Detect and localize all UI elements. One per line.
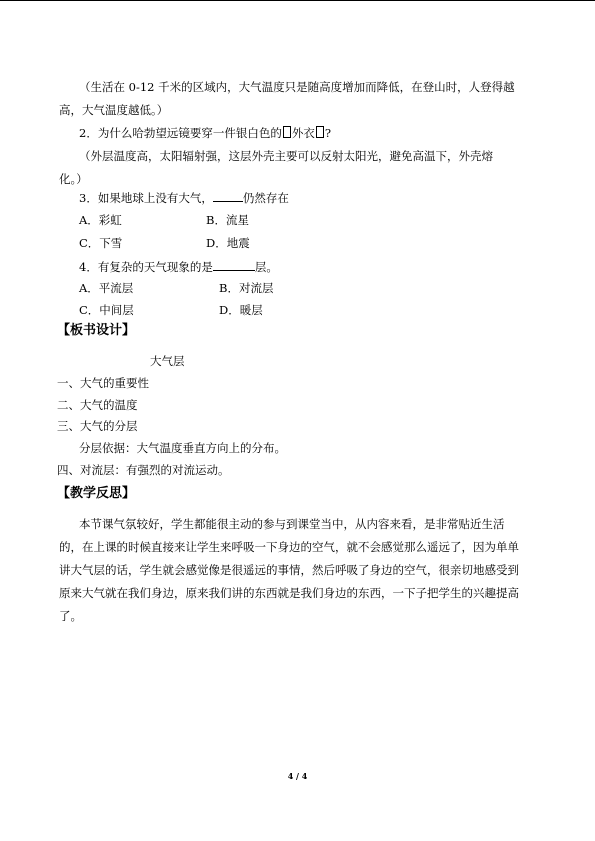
question-3 <box>79 190 289 205</box>
reflection-line-5: 了。 <box>59 609 82 623</box>
header-rule <box>0 0 595 1</box>
board-design-heading: 【板书设计】 <box>57 323 136 338</box>
q3-option-a: A．彩虹 <box>79 213 122 227</box>
board-title: 大气层 <box>150 354 185 368</box>
board-item-4: 四、对流层：有强烈的对流运动。 <box>57 463 230 477</box>
answer-1-line-1: （生活在 0-12 千米的区域内，大气温度只是随高度增加而降低，在登山时，人登得越 <box>79 80 515 94</box>
reflection-line-4: 原来大气就在我们身边，原来我们讲的东西就是我们身边的东西，一下子把学生的兴趣提高 <box>59 586 519 600</box>
board-item-1: 一、大气的重要性 <box>57 376 149 390</box>
question-3-text-post: 仍然存在 <box>242 191 289 205</box>
board-item-2: 二、大气的温度 <box>57 398 138 412</box>
q4-option-c: C．中间层 <box>79 303 134 317</box>
q3-option-d: D．地震 <box>206 236 250 250</box>
answer-2-line-1: （外层温度高，太阳辐射强，这层外壳主要可以反射太阳光，避免高温下，外壳熔 <box>79 149 493 163</box>
question-4 <box>79 259 278 274</box>
question-2-text-mid: 外衣 <box>291 126 315 140</box>
answer-1-line-2: 高，大气温度越低。） <box>59 103 169 117</box>
q4-option-b: B．对流层 <box>219 281 274 295</box>
question-2-text-post: ? <box>324 126 331 140</box>
reflection-line-3: 讲大气层的话，学生就会感觉像是很遥远的事情，然后呼吸了身边的空气，很亲切地感受到 <box>59 563 519 577</box>
question-2-text-pre: 2．为什么哈勃望远镜要穿一件银白色的 <box>79 126 282 140</box>
question-4-text-pre: 4．有复杂的天气现象的是 <box>79 260 213 274</box>
reflection-line-1: 本节课气氛较好，学生都能很主动的参与到课堂当中，从内容来看，是非常贴近生活 <box>79 517 505 531</box>
board-item-3: 三、大气的分层 <box>57 419 138 433</box>
question-4-text-post: 层。 <box>254 260 278 274</box>
missing-glyph-box <box>283 126 291 138</box>
fill-blank <box>213 190 243 202</box>
missing-glyph-box <box>316 126 324 138</box>
answer-2-line-2: 化。） <box>59 172 88 186</box>
reflection-line-2: 的，在上课的时候直接来让学生来呼吸一下身边的空气，就不会感觉那么遥远了，因为单单 <box>59 540 519 554</box>
page-number: 4 / 4 <box>287 771 308 781</box>
fill-blank <box>213 259 255 271</box>
question-3-text-pre: 3．如果地球上没有大气， <box>79 191 213 205</box>
q3-option-b: B．流星 <box>206 213 249 227</box>
q4-option-d: D．暖层 <box>219 303 263 317</box>
question-2 <box>79 126 331 140</box>
reflection-heading: 【教学反思】 <box>57 486 136 501</box>
q3-option-c: C．下雪 <box>79 236 123 250</box>
q4-option-a: A．平流层 <box>79 281 134 295</box>
board-layer-basis: 分层依据：大气温度垂直方向上的分布。 <box>79 441 286 455</box>
